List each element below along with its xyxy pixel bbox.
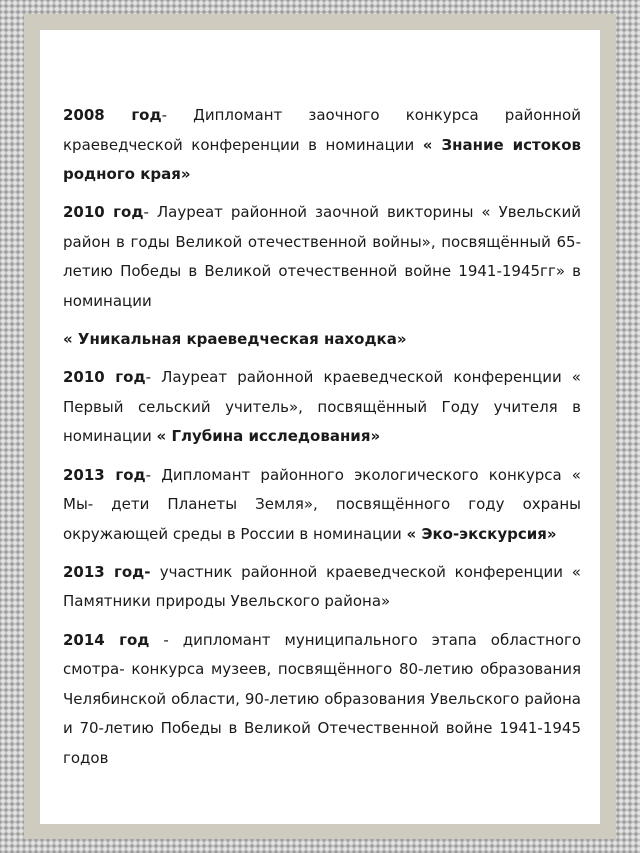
entry-nomination: « Уникальная краеведческая находка» — [63, 330, 407, 349]
slide-frame — [24, 14, 616, 839]
entry-text: Дипломант районного экологического конкурса « Мы- дети Планеты Земля», посвящённого году охраны окружающей среды в России в номинации — [63, 465, 581, 543]
entry-text: дипломант муниципального этапа областного смотра- конкурса музеев, посвящённого 80-летию образования Челябинской области, 90-летию образования Увельского района и 70-летию Победы в Великой Отечественной войне 1941-1945 годов — [63, 630, 582, 767]
entry-separator: - — [149, 630, 183, 649]
entry-year: 2014 год — [63, 630, 150, 649]
slide-page — [40, 30, 600, 824]
entry-separator: - — [143, 203, 157, 222]
award-entry-nomination-line — [63, 325, 581, 355]
award-entry-2010-victory — [63, 198, 581, 316]
entry-year: 2008 год — [63, 106, 162, 124]
entry-text: участник районной краеведческой конференции « Памятники природы Увельского района» — [63, 562, 581, 611]
award-entry-2013-nature — [63, 558, 581, 617]
entry-nomination: « Эко-экскурсия» — [406, 524, 557, 543]
entry-year: 2010 год — [63, 203, 144, 222]
entry-separator: - — [145, 465, 162, 484]
entry-year: 2013 год- — [63, 562, 160, 581]
award-entry-2008 — [63, 101, 581, 190]
entry-nomination: « Знание истоков родного края» — [63, 135, 581, 184]
award-entry-2010-teacher — [63, 363, 581, 452]
award-entry-2014 — [63, 626, 581, 774]
entry-nomination: « Глубина исследования» — [156, 427, 381, 446]
entry-text: Дипломант заочного конкурса районной краеведческой конференции в номинации — [63, 106, 581, 154]
entry-text: Лауреат районной краеведческой конференции « Первый сельский учитель», посвящённый Году учителя в номинации — [63, 368, 581, 446]
entry-separator: - — [161, 106, 194, 124]
entry-year: 2013 год — [63, 465, 146, 484]
entry-year: 2010 год — [63, 368, 146, 387]
award-entry-2013-eco — [63, 461, 581, 550]
entry-separator: - — [145, 368, 162, 387]
entry-text: Лауреат районной заочной викторины « Увельский район в годы Великой отечественной войны», посвящённый 65-летию Победы в Великой отечественной войне 1941-1945гг» в номинации — [63, 203, 582, 311]
